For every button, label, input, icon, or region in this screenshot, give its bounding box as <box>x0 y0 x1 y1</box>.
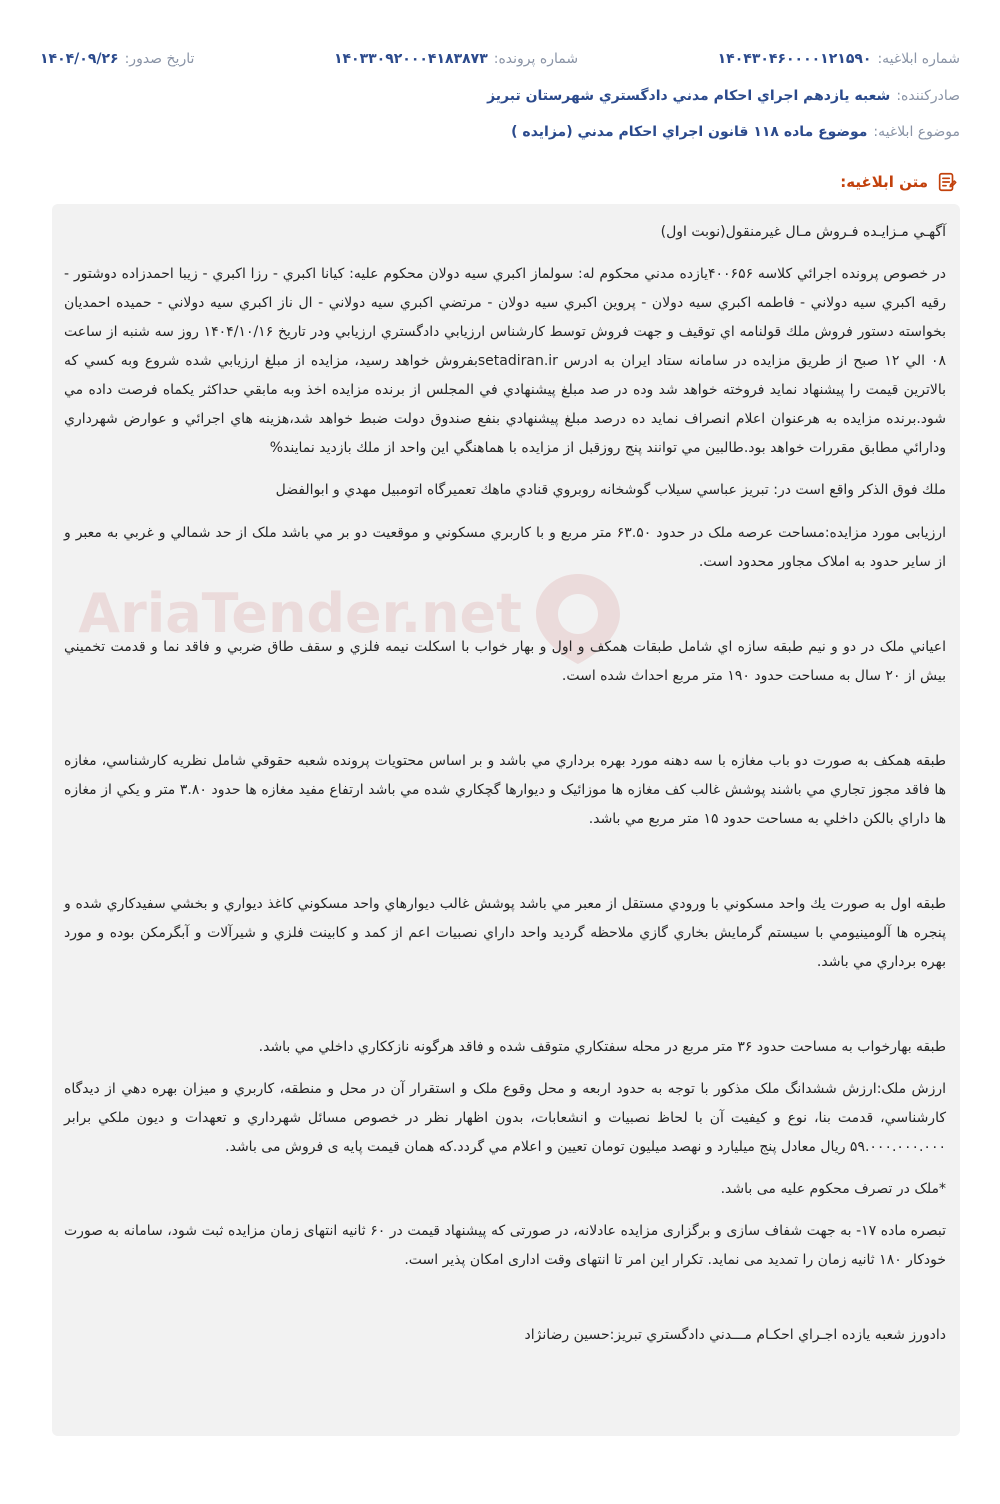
notice-text-heading <box>840 168 958 196</box>
valuation-paragraph: ارزش ملک:ارزش ششدانگ ملک مذکور با توجه به حدود اربعه و محل وقوع ملک و استقرار آن در محل و منطقه، کاربري و ميزان بهره دهي از ديدگاه کارشناسي، قدمت بنا، نوع و کيفيت آن با لحاظ نصبيات و انشعابات، بدون اظهار نظر در خصوص مسائل شهرداري و تعهدات و ديون ملکي برابر ۵۹.۰۰۰.۰۰۰.۰۰۰ ريال معادل پنج ميليارد و نهصد ميليون تومان تعيين و اعلام مي گردد.که همان قيمت پايه ی فروش می باشد. <box>64 1081 946 1155</box>
sender-value: شعبه يازدهم اجراي احکام مدني دادگستري شهرستان تبريز <box>487 88 891 104</box>
notice-text-box <box>52 204 960 1436</box>
building-paragraph: اعياني ملک در دو و نيم طبقه سازه اي شامل طبقات همکف و اول و بهار خواب با اسکلت نيمه فلزي و سقف طاق ضربي و فاقد نما و قدمت تخميني بيش از ۲۰ سال به مساحت حدود ۱۹۰ متر مربع احداث شده است. <box>64 639 946 684</box>
note-paragraph: تبصره ماده ۱۷- به جهت شفاف سازی و برگزاری مزايده عادلانه، در صورتی که پيشنهاد قيمت در ۶۰ ثانيه انتهای زمان مزايده ثبت شود، سامانه به صورت خودکار ۱۸۰ ثانيه زمان را تمديد می نمايد. تکرار اين امر تا انتهای وقت اداری امکان پذير است. <box>64 1223 946 1268</box>
notice-number-value: ۱۴۰۴۳۰۴۶۰۰۰۰۱۲۱۵۹۰ <box>717 51 872 67</box>
notice-content <box>64 218 946 1350</box>
first-floor-paragraph: طبقه اول به صورت يك واحد مسكوني با ورودي مستقل از معبر مي باشد پوشش غالب ديوارهاي واحد مسكوني كاغذ ديواري و بخشي سفيدكاري شده و پنجره ها آلومينيومي با سيستم گرمايش بخاري گازي ملاحظه گرديد واحد داراي نصبيات اعم از کمد و کابينت فلزي و شيرآلات و آبگرمکن بوده و مورد بهره برداري مي باشد. <box>64 896 946 970</box>
land-assessment-paragraph: ارزيابی مورد مزايده:مساحت عرصه ملک در حدود ۶۳.۵۰ متر مربع و با کاربري مسکوني و موقعيت دو بر مي باشد ملک از حد شمالي و غربي به معبر و از ساير حدود به املاک مجاور محدود است. <box>64 525 947 570</box>
subject-label: موضوع ابلاغيه: <box>873 124 960 140</box>
signature-line: دادورز شعبه يازده اجـراي احکـام مـــدني دادگستري تبريز:حسين رضانژاد <box>524 1327 946 1343</box>
issue-date-value: ۱۴۰۴/۰۹/۲۶ <box>40 51 119 67</box>
issue-date-label: تاريخ صدور: <box>124 51 195 67</box>
penthouse-paragraph: طبقه بهارخواب به مساحت حدود ۳۶ متر مربع در محله سفتکاري متوقف شده و فاقد هرگونه نازککاري داخلي مي باشد. <box>258 1039 946 1055</box>
sender-label: صادرکننده: <box>896 88 960 104</box>
notice-meta-row <box>40 46 960 72</box>
case-number <box>334 51 578 67</box>
case-number-value: ۱۴۰۳۳۰۹۲۰۰۰۴۱۸۳۸۷۳ <box>333 51 488 67</box>
sender-line <box>40 84 960 108</box>
notice-title: آگهـي مـزايـده فـروش مـال غيرمنقول(نوبت اول) <box>660 224 946 240</box>
notice-text-title: متن ابلاغيه: <box>840 173 928 191</box>
document-text-icon <box>936 171 958 193</box>
watermark-text: AriaTender.net <box>78 582 522 645</box>
issue-date <box>40 51 194 67</box>
subject-value: موضوع ماده ۱۱۸ قانون اجراي احکام مدني (مزايده ) <box>511 124 868 140</box>
ground-floor-paragraph: طبقه همکف به صورت دو باب مغازه با سه دهنه مورد بهره برداري مي باشد و بر اساس محتويات پرونده شعبه حقوقي شامل نظريه کارشناسي، مغازه ها فاقد مجوز تجاري مي باشند پوشش غالب کف مغازه ها موزائيک و ديوارها گچکاري شده مي باشد ارتفاع مفيد مغازه ها حدود ۳.۸۰ متر و يکي از مغازه ها داراي بالکن داخلي به مساحت حدود ۱۵ متر مربع مي باشد. <box>64 753 947 827</box>
notice-number <box>718 51 960 67</box>
case-paragraph: در خصوص پرونده اجرائي کلاسه ۴۰۰۶۵۶يازده مدني محکوم له: سولماز اکبري سيه دولان محکوم عليه: کيانا اکبري - رزا اکبري - زيبا احمدزاده دوشتور - رقيه اکبري سيه دولاني - فاطمه اکبري سيه دولان - پروين اکبري سيه دولان - مرتضي اکبري سيه دولاني - ال ناز اکبري سيه دولاني - حميده احمديان بخواسته دستور فروش ملك قولنامه اي توقيف و جهت فروش توسط كارشناس ارزيابي دادگستري ارزيابي ودر تاريخ ۱۴۰۴/۱۰/۱۶ روز سه شنبه از ساعت ۰۸ الي ۱۲ صبح از طريق مزايده در سامانه ستاد ايران به ادرس setadiran.irبفروش خواهد رسيد، مزايده از مبلغ ارزيابي شده شروع وبه كسي كه بالاترين قيمت را پيشنهاد نمايد فروخته خواهد شد وده در صد مبلغ پيشنهادي في المجلس از برنده مزايده اخذ وبه مابقي حداكثر يكماه فرصت داده مي شود.برنده مزايده به هرعنوان اعلام انصراف نمايد ده درصد مبلغ پيشنهادي بنفع صندوق دولت ضبط خواهد شد،هزينه هاي اجرائي و عوارض شهرداري ودارائي مطابق مقررات خواهد بود.طالبين مي توانند پنج روزقبل از مزايده با هماهنگي اين واحد از ملك بازديد نمايند% <box>64 266 947 456</box>
subject-line <box>40 120 960 144</box>
case-number-label: شماره پرونده: <box>493 51 579 67</box>
address-paragraph: ملك فوق الذكر واقع است در: تبريز عباسي سيلاب گوشخانه روبروي قنادي ماهك تعميرگاه اتومبيل مهدي و ابوالفضل <box>275 482 946 498</box>
notice-number-label: شماره ابلاغيه: <box>877 51 960 67</box>
occupancy-paragraph: *ملک در تصرف محکوم عليه می باشد. <box>720 1181 946 1197</box>
